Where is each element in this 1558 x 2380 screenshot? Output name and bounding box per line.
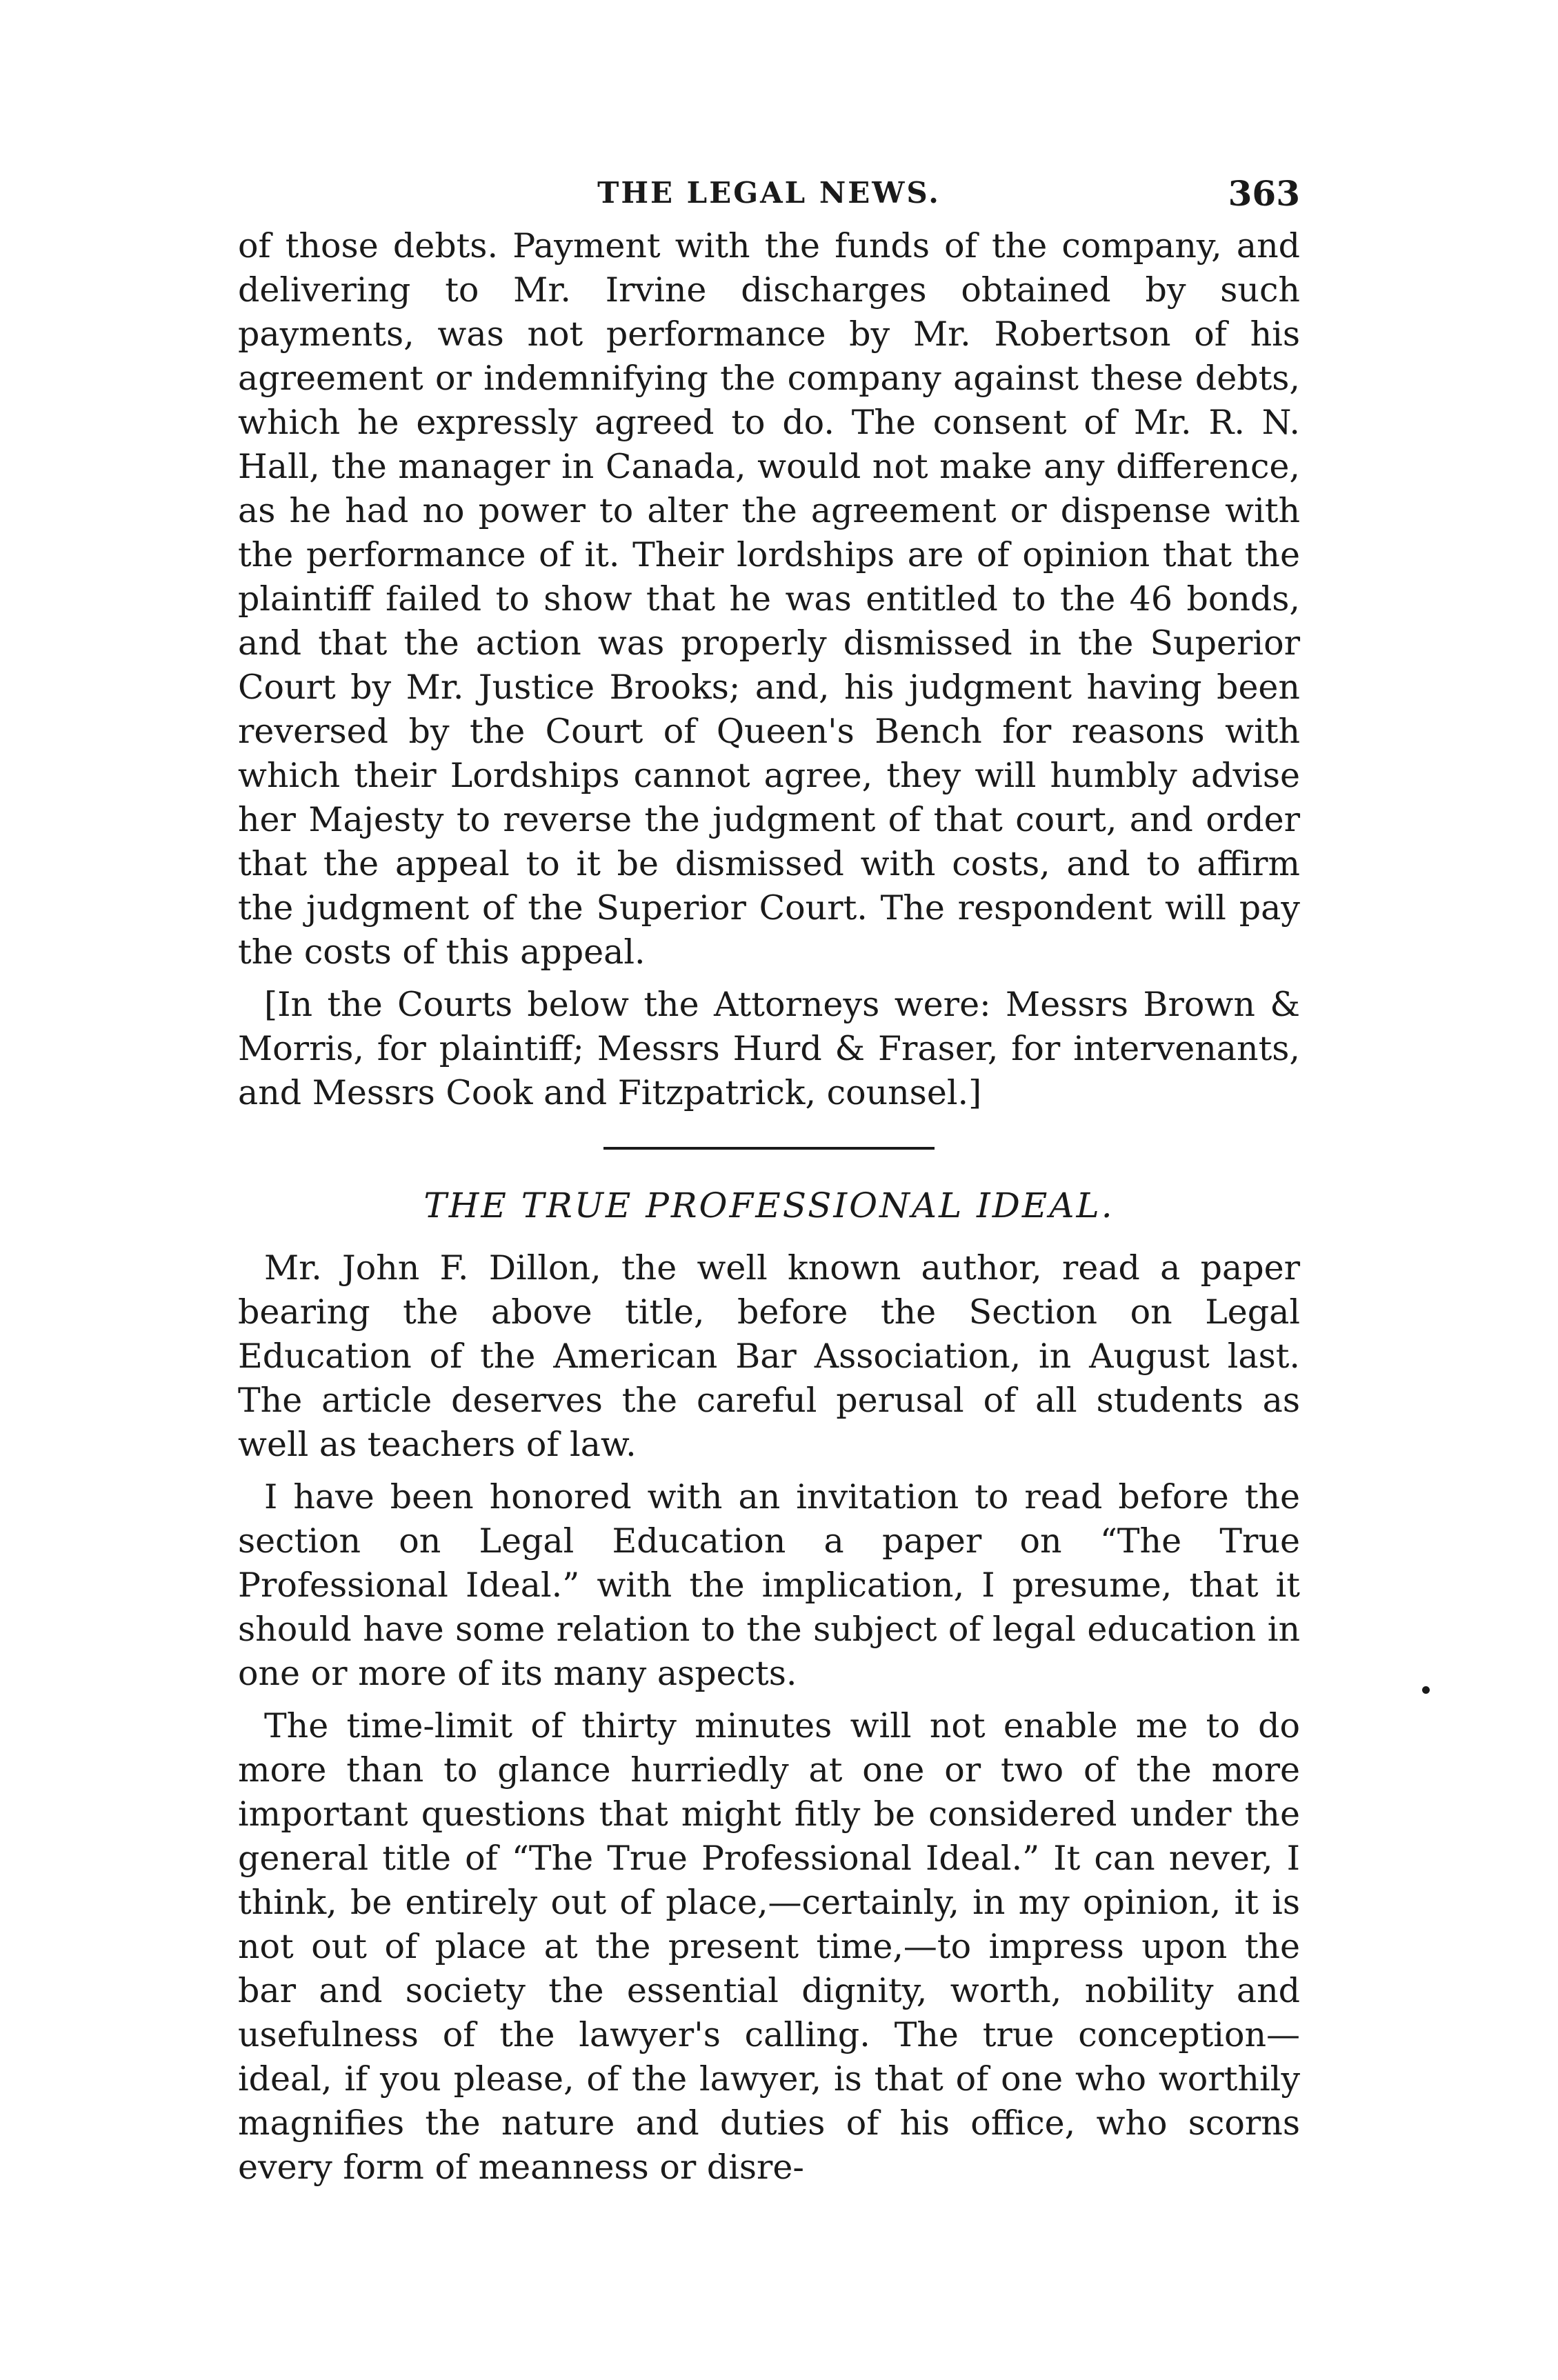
page	[238, 173, 1300, 2190]
article-title: THE TRUE PROFESSIONAL IDEAL.	[423, 1186, 1115, 1226]
attorneys-note: [In the Courts below the Attorneys were: Messrs Brown & Morris, for plaintiff; Messrs Hurd & Fraser, for intervenants, and Messrs Cook and Fitzpatrick, counsel.]	[238, 985, 1300, 1112]
section-divider	[603, 1147, 935, 1150]
article-paragraph: The time-limit of thirty minutes will not enable me to do more than to glance hurriedly at one or two of the more important questions that might fitly be considered under the general title of “The True Professional Ideal.” It can never, I think, be entirely out of place,—certainly, in my opinion, it is not out of place at the present time,—to impress upon the bar and society the essential dignity, worth, nobility and usefulness of the lawyer's calling. The true conception—ideal, if you please, of the lawyer, is that of one who worthily magnifies the nature and duties of his office, who scorns every form of meanness or disre-	[238, 1706, 1300, 2187]
page-header	[238, 173, 1300, 224]
continued-paragraph: of those debts. Payment with the funds of the company, and delivering to Mr. Irvine discharges obtained by such payments, was not performance by Mr. Robertson of his agreement or indemnifying the company against these debts, which he expressly agreed to do. The consent of Mr. R. N. Hall, the manager in Canada, would not make any difference, as he had no power to alter the agreement or dispense with the performance of it. Their lordships are of opinion that the plaintiff failed to show that he was entitled to the 46 bonds, and that the action was properly dismissed in the Superior Court by Mr. Justice Brooks; and, his judgment having been reversed by the Court of Queen's Bench for reasons with which their Lordships cannot agree, they will humbly advise her Majesty to reverse the judgment of that court, and order that the appeal to it be dismissed with costs, and to affirm the judgment of the Superior Court. The respondent will pay the costs of this appeal.	[238, 226, 1300, 972]
margin-dot	[1422, 1686, 1430, 1694]
article-intro: Mr. John F. Dillon, the well known author, read a paper bearing the above title, before the Section on Legal Education of the American Bar Association, in August last. The article deserves the careful perusal of all students as well as teachers of law.	[238, 1248, 1300, 1464]
running-head: THE LEGAL NEWS.	[597, 176, 941, 210]
page-number: 363	[1228, 173, 1300, 214]
article-paragraph: I have been honored with an invitation to read before the section on Legal Education a paper on “The True Professional Ideal.” with the implication, I presume, that it should have some relation to the subject of legal education in one or more of its many aspects.	[238, 1477, 1300, 1693]
